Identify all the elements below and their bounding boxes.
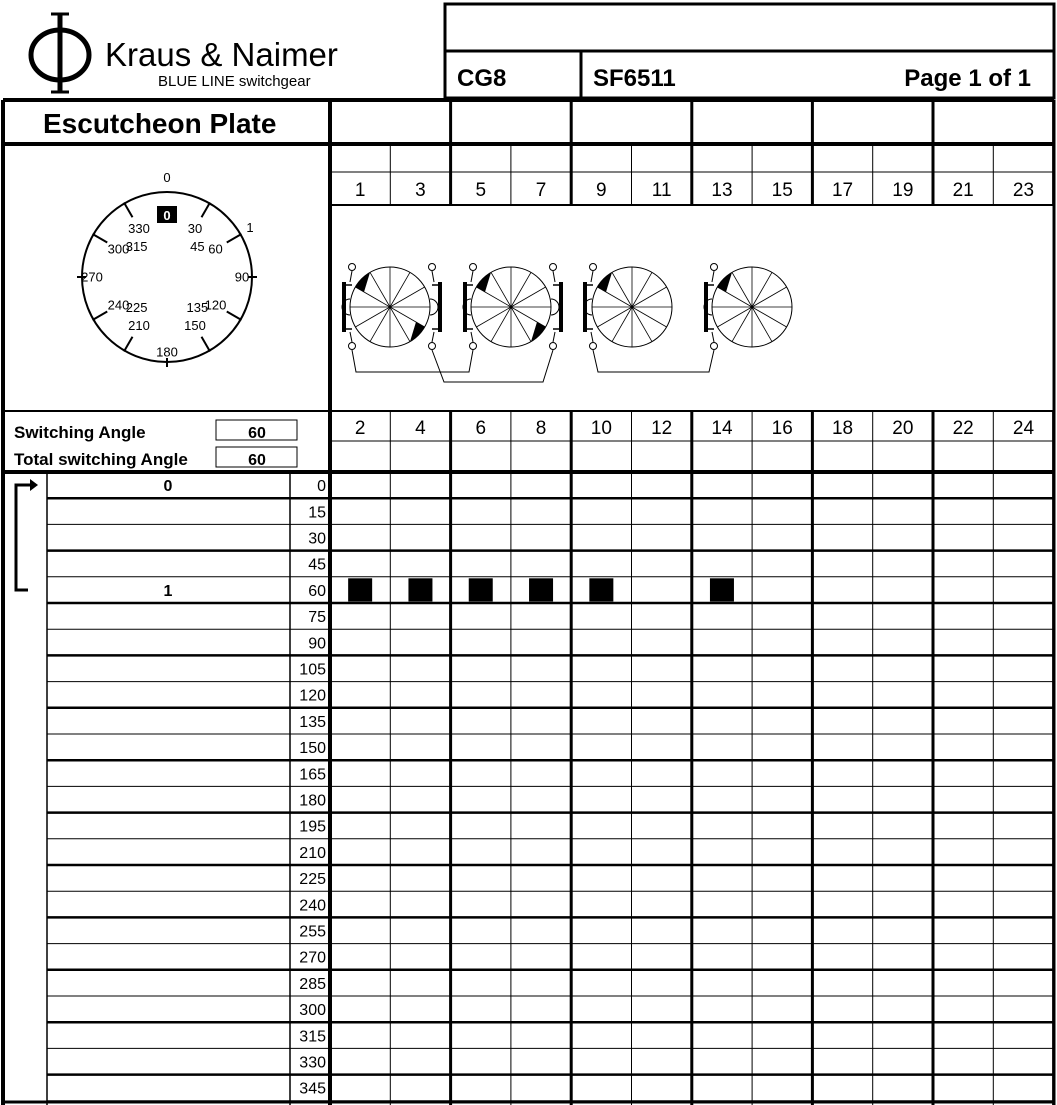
dial-tick-30 [202, 203, 211, 218]
angle-label-225: 225 [299, 871, 326, 889]
closed-contact-5-6-at-60 [469, 578, 493, 601]
terminal-top-17: 17 [831, 180, 854, 201]
terminal-bottom-14: 14 [711, 418, 733, 439]
page-indicator: Page 1 of 1 [904, 65, 1031, 92]
contact-disc-3 [583, 264, 672, 350]
dial-ticks [77, 203, 257, 367]
dial-position-0-label: 0 [163, 170, 171, 185]
angle-label-330: 330 [299, 1054, 326, 1072]
angle-label-345: 345 [299, 1080, 326, 1098]
dial-label-180: 180 [156, 344, 178, 360]
angle-label-300: 300 [299, 1002, 326, 1020]
dial-label-300: 300 [107, 241, 130, 257]
program-angle-labels [299, 478, 326, 1098]
terminal-bottom-12: 12 [651, 418, 673, 439]
dial-label-210: 210 [128, 317, 150, 333]
angle-label-120: 120 [299, 687, 326, 705]
terminal-top-11: 11 [651, 180, 672, 201]
dial-label-225: 225 [125, 299, 148, 315]
position-0-label: 0 [163, 478, 173, 495]
dial-label-90: 90 [234, 269, 250, 285]
closed-contact-marks [348, 578, 734, 601]
angle-label-105: 105 [299, 661, 326, 679]
angle-label-180: 180 [299, 792, 326, 810]
closed-contact-9-10-at-60 [589, 578, 613, 601]
closed-contact-7-8-at-60 [529, 578, 553, 601]
angle-label-75: 75 [308, 609, 326, 627]
angle-label-60: 60 [308, 582, 326, 600]
dial-label-315: 315 [125, 239, 148, 255]
dial-tick-210 [124, 337, 133, 352]
dial-tick-330 [124, 203, 133, 218]
angle-label-0: 0 [317, 478, 326, 496]
bracket-arrow-icon [30, 479, 38, 491]
contact-disc-1 [342, 264, 442, 350]
dial-tick-240 [93, 312, 108, 321]
dial-label-30: 30 [187, 221, 203, 237]
terminal-bottom-22: 22 [952, 418, 974, 439]
dial-position-1-label: 1 [246, 220, 254, 235]
dial-label-330: 330 [128, 221, 150, 237]
angle-label-285: 285 [299, 975, 326, 993]
terminal-top-13: 13 [711, 180, 733, 201]
angle-label-150: 150 [299, 740, 326, 758]
escutcheon-dial [77, 170, 257, 367]
dial-label-135: 135 [186, 299, 209, 315]
switching-angle-label: Switching Angle [14, 423, 146, 442]
brand-name: Kraus & Naimer [105, 36, 338, 73]
dial-label-120: 120 [204, 297, 227, 313]
dial-label-240: 240 [107, 297, 130, 313]
closed-contact-13-14-at-60 [710, 578, 734, 601]
logo [31, 14, 89, 92]
current-position-label: 0 [163, 208, 171, 223]
part-number: SF6511 [593, 65, 676, 92]
brand-tagline: BLUE LINE switchgear [158, 73, 311, 90]
terminal-bottom-20: 20 [892, 418, 914, 439]
angle-label-15: 15 [308, 504, 326, 522]
angle-label-315: 315 [299, 1028, 326, 1046]
contact-disc-4 [704, 264, 792, 350]
series-code: CG8 [457, 65, 507, 92]
position-1-label: 1 [163, 583, 173, 600]
total-angle-value: 60 [248, 452, 266, 469]
terminal-bottom-10: 10 [590, 418, 612, 439]
terminal-top-23: 23 [1012, 180, 1035, 201]
angle-label-30: 30 [308, 530, 326, 548]
contact-disc-2 [463, 264, 563, 350]
terminal-top-9: 9 [596, 180, 607, 201]
angle-label-135: 135 [299, 713, 326, 731]
angle-label-165: 165 [299, 766, 326, 784]
dial-label-60: 60 [208, 241, 223, 257]
angle-label-240: 240 [299, 897, 326, 915]
terminal-bottom-2: 2 [354, 418, 366, 439]
terminal-top-5: 5 [475, 180, 487, 201]
dial-tick-120 [227, 312, 242, 321]
dial-tick-300 [93, 234, 108, 243]
position-range-bracket [16, 479, 38, 590]
terminal-top-21: 21 [952, 180, 974, 201]
terminal-top-19: 19 [892, 180, 914, 201]
terminal-bottom-24: 24 [1012, 418, 1035, 439]
escutcheon-title: Escutcheon Plate [43, 108, 277, 139]
angle-label-255: 255 [299, 923, 326, 941]
terminal-top-1: 1 [354, 180, 366, 201]
dial-tick-60 [227, 234, 242, 243]
switching-angle-value: 60 [248, 425, 266, 442]
dial-label-150: 150 [184, 317, 206, 333]
angle-label-45: 45 [308, 556, 326, 574]
dial-label-45: 45 [190, 239, 205, 255]
dial-tick-150 [202, 337, 211, 352]
terminal-bottom-6: 6 [475, 418, 487, 439]
terminal-top-3: 3 [415, 180, 426, 201]
terminal-bottom-18: 18 [831, 418, 854, 439]
dial-label-270: 270 [81, 269, 103, 285]
angle-label-195: 195 [299, 818, 326, 836]
angle-label-210: 210 [299, 844, 326, 862]
terminal-top-7: 7 [535, 180, 547, 201]
angle-label-270: 270 [299, 949, 326, 967]
bridge-wiring [352, 350, 714, 382]
terminal-bottom-4: 4 [415, 418, 426, 439]
angle-label-90: 90 [308, 635, 326, 653]
closed-contact-1-2-at-60 [348, 578, 372, 601]
terminal-bottom-16: 16 [771, 418, 793, 439]
contact-schematic [342, 264, 792, 383]
total-angle-label: Total switching Angle [14, 450, 188, 469]
closed-contact-3-4-at-60 [408, 578, 432, 601]
terminal-bottom-8: 8 [535, 418, 547, 439]
terminal-top-15: 15 [771, 180, 793, 201]
